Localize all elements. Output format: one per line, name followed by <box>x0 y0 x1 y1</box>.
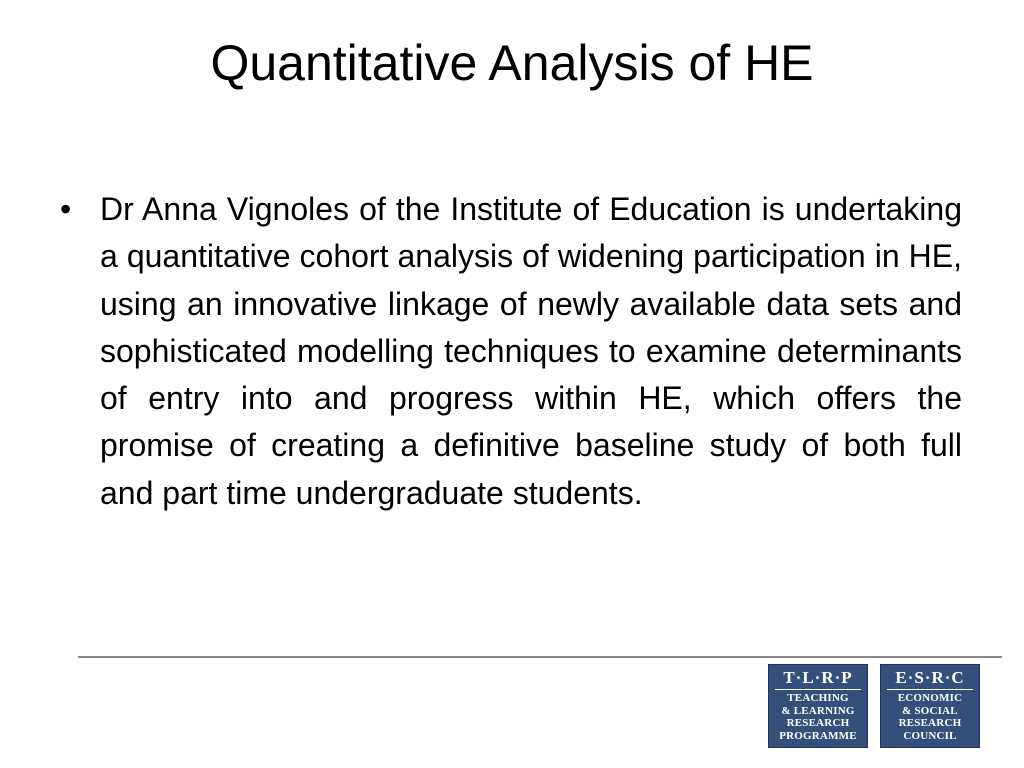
tlrp-logo-line: & LEARNING <box>781 704 855 717</box>
esrc-logo <box>880 664 980 748</box>
bullet-item <box>60 186 962 517</box>
bullet-list <box>60 186 962 517</box>
footer-divider <box>78 656 1002 658</box>
esrc-logo-line: RESEARCH <box>898 717 962 729</box>
esrc-logo-line: & SOCIAL <box>902 704 958 717</box>
tlrp-logo-acronym: T·L·R·P <box>775 668 861 690</box>
esrc-logo-acronym: E·S·R·C <box>887 668 973 690</box>
esrc-logo-line: ECONOMIC <box>897 692 963 704</box>
bullet-marker: • <box>60 191 72 227</box>
tlrp-logo-line: PROGRAMME <box>779 729 857 742</box>
bullet-text: Dr Anna Vignoles of the Institute of Education is undertaking a quantitative cohort analysis of widening participation in HE, using an innovative linkage of newly available data sets and sophisticated modelling techniques to examine determinants of entry into and progress within HE, which offers the promise of creating a definitive baseline study of both full and part time undergraduate students. <box>100 191 962 511</box>
tlrp-logo <box>768 664 868 748</box>
esrc-logo-line: COUNCIL <box>903 729 957 742</box>
tlrp-logo-line: RESEARCH <box>786 717 850 729</box>
slide-title: Quantitative Analysis of HE <box>210 35 814 91</box>
tlrp-logo-line: TEACHING <box>787 692 849 704</box>
